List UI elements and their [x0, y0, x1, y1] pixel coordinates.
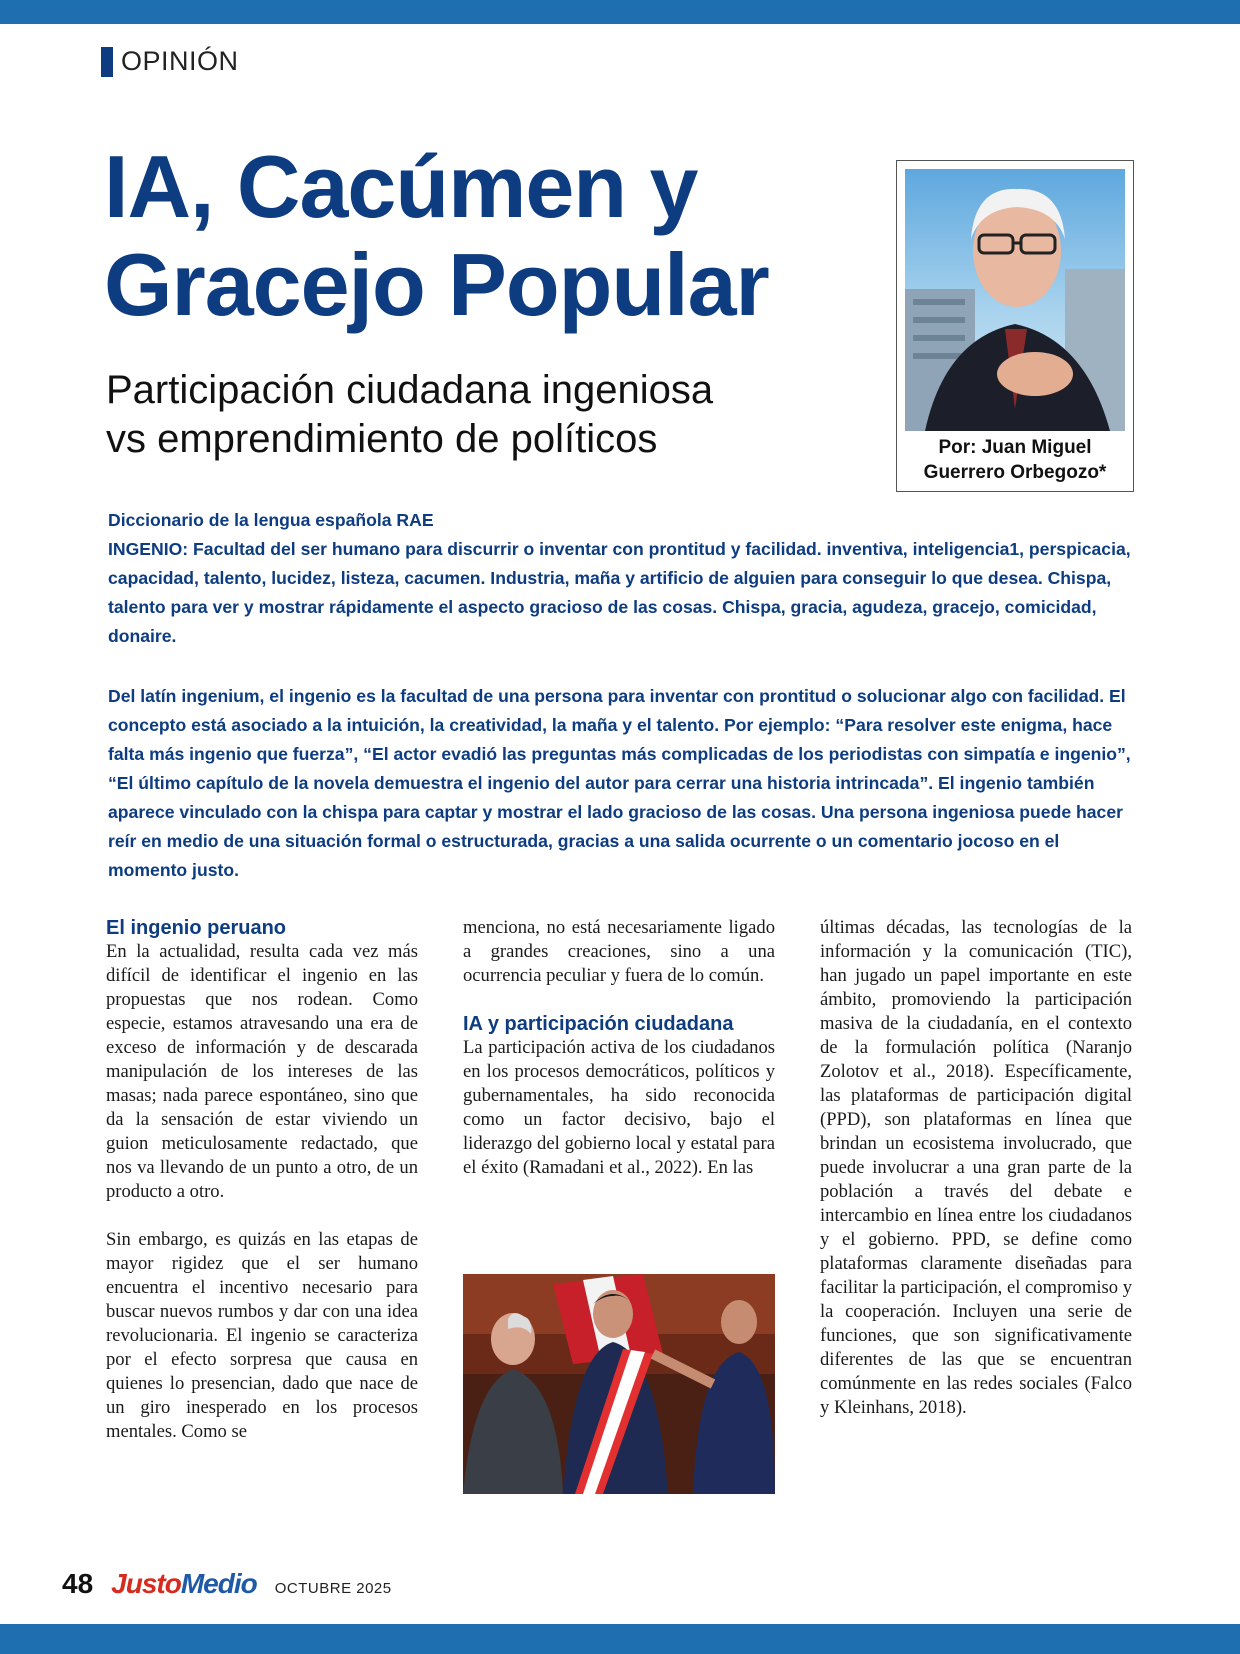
author-photo: [905, 169, 1125, 431]
article-title: [104, 138, 824, 334]
author-byline-line-1: Por: Juan Miguel: [938, 437, 1092, 458]
bottom-color-bar: [0, 1624, 1240, 1654]
section-heading-ia-participacion: IA y participación ciudadana: [463, 1013, 734, 1035]
section-heading-ingenio-peruano: El ingenio peruano: [106, 917, 287, 939]
section-tag: [101, 46, 239, 77]
section-label: OPINIÓN: [121, 46, 239, 76]
subtitle-line-2: vs emprendimiento de políticos: [106, 417, 658, 461]
body-column-3: [820, 916, 1132, 1420]
paragraph: últimas décadas, las tecnologías de la información y la comunicación (TIC), han jugado un papel importante en este ámbito, promoviendo la participación masiva de la ciudadanía, en el contexto de la formulación política (Naranjo Zolotov et al., 2018). Específicamente, las plataformas de participación digital (PPD), son plataformas en línea que brindan un ecosistema involucrado, que puede involucrar a una gran parte de la población a través del debate e intercambio en línea entre los ciudadanos y el gobierno. PPD, se define como plataformas claramente diseñadas para facilitar la participación, el compromiso y la cooperación. Incluyen una serie de funciones, que son significativamente diferentes de las que se encuentran comúnmente en las redes sociales (Falco y Kleinhans, 2018).: [820, 917, 1132, 1418]
title-line-2: Gracejo Popular: [104, 235, 769, 334]
etymology-text: Del latín ingenium, el ingenio es la facultad de una persona para inventar con prontitud o solucionar algo con facilidad. El concepto está asociado a la intuición, la creatividad, la maña y el talento. Por ejemplo: “Para resolver este enigma, hace falta más ingenio que fuerza”, “El actor evadió las preguntas más complicadas de los periodistas con simpatía e ingenio”, “El último capítulo de la novela demuestra el ingenio del autor para cerrar una historia intrincada”. El ingenio también aparece vinculado con la chispa para captar y mostrar el lado gracioso de las cosas. Una persona ingeniosa puede hacer reír en medio de una situación formal o estructurada, gracias a una salida ocurrente o un comentario jocoso en el momento justo.: [108, 686, 1131, 880]
issue-date: OCTUBRE 2025: [274, 1580, 392, 1597]
section-marker: [101, 47, 113, 77]
author-portrait-image: [905, 169, 1125, 431]
top-color-bar: [0, 0, 1240, 24]
magazine-logo: [111, 1568, 257, 1600]
ceremony-image: [463, 1274, 775, 1494]
author-byline-line-2: Guerrero Orbegozo*: [923, 462, 1107, 483]
paragraph: La participación activa de los ciudadanos en los procesos democráticos, políticos y gubernamentales, ha sido reconocida como un factor decisivo, bajo el liderazgo del gobierno local y estatal para el éxito (Ramadani et al., 2022). En las: [463, 1037, 775, 1178]
subtitle-line-1: Participación ciudadana ingeniosa: [106, 368, 714, 412]
intro-definition-block: [108, 506, 1138, 651]
article-subtitle: [106, 366, 806, 464]
dictionary-source: Diccionario de la lengua española RAE: [108, 510, 434, 530]
paragraph: menciona, no está necesariamente ligado a grandes creaciones, sino a una ocurrencia peculiar y fuera de lo común.: [463, 917, 775, 986]
author-box: [896, 160, 1134, 492]
body-column-1: [106, 916, 418, 1444]
logo-part-2: Medio: [180, 1568, 257, 1599]
intro-etymology-block: [108, 682, 1138, 885]
title-line-1: IA, Cacúmen y: [104, 137, 698, 236]
paragraph: En la actualidad, resulta cada vez más difícil de identificar el ingenio en las propuestas que nos rodean. Como especie, estamos atravesando una era de exceso de información y de descarada manipulación de los intereses de las masas; nada parece espontáneo, sino que da la sensación de estar viviendo un guion meticulosamente redactado, que nos va llevando de un punto a otro, de un producto a otro.: [106, 941, 418, 1202]
logo-part-1: Justo: [111, 1568, 181, 1599]
author-byline: [897, 435, 1133, 485]
body-column-2: [463, 916, 775, 1180]
definition-text: INGENIO: Facultad del ser humano para discurrir o inventar con prontitud y facilidad. inventiva, inteligencia1, perspicacia, capacidad, talento, lucidez, listeza, cacumen. Industria, maña y artificio de alguien para conseguir lo que desea. Chispa, talento para ver y mostrar rápidamente el aspecto gracioso de las cosas. Chispa, gracia, agudeza, gracejo, comicidad, donaire.: [108, 539, 1131, 646]
news-photo: [463, 1274, 775, 1494]
page-footer: [62, 1568, 392, 1600]
page-number: 48: [62, 1568, 94, 1599]
paragraph: Sin embargo, es quizás en las etapas de mayor rigidez que el ser humano encuentra el incentivo necesario para buscar nuevos rumbos y dar con una idea revolucionaria. El ingenio se caracteriza por el efecto sorpresa que causa en quienes lo presencian, dado que nace de un giro inesperado en los procesos mentales. Como se: [106, 1229, 418, 1442]
